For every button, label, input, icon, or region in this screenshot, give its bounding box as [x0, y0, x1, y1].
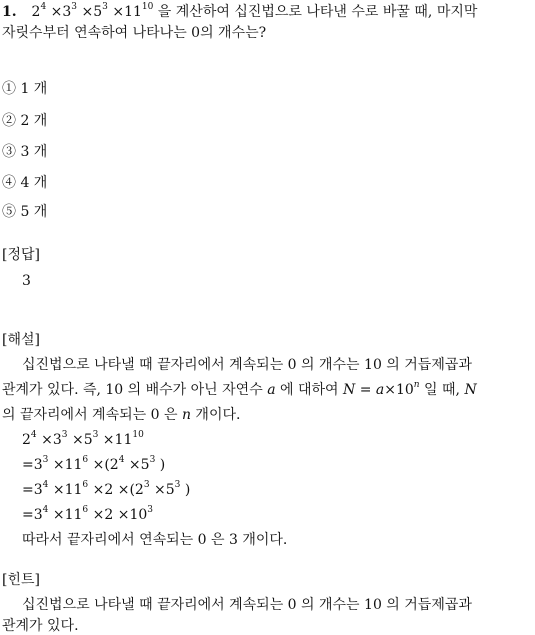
choice-2[interactable]: ② 2 개: [2, 113, 48, 129]
question-text-1: 을 계산하여 십진법으로 나타낸 수로 바꿀 때, 마지막: [157, 4, 478, 20]
explanation-step-1: $2^4 \times 3^3 \times 5^3 \times 11^{10}$: [22, 430, 144, 448]
choice-3[interactable]: ③ 3 개: [2, 144, 48, 160]
explanation-para-1: 십진법으로 나타낼 때 끝자리에서 계속되는 0 의 개수는 10 의 거듭제곱과: [22, 357, 472, 373]
hint-para-1: 십진법으로 나타낼 때 끝자리에서 계속되는 0 의 개수는 10 의 거듭제곱과: [22, 597, 472, 613]
explanation-step-4: $=3^4 \times 11^6 \times 2 \times 10^3$: [22, 505, 153, 523]
question-line-1: [2, 3, 477, 21]
question-expression: $2^4 \times 3^3 \times 5^3 \times 11^{10}$: [31, 2, 154, 20]
explanation-step-2: $=3^3 \times 11^6 \times(2^4 \times 5^3$ ): [22, 455, 166, 473]
explanation-para-2: 관계가 있다. 즉, 10 의 배수가 아닌 자연수 a 에 대하여 $N = a\times 10^n$ 일 때, N: [2, 380, 477, 398]
answer-header: [정답]: [2, 247, 40, 263]
explanation-conclusion: 따라서 끝자리에서 연속되는 0 은 3 개이다.: [22, 532, 288, 548]
hint-para-2: 관계가 있다.: [2, 618, 79, 634]
choice-4[interactable]: ④ 4 개: [2, 175, 48, 191]
question-line-2: 자릿수부터 연속하여 나타나는 0의 개수는?: [2, 25, 267, 41]
question-number: 1.: [2, 4, 17, 20]
choice-1[interactable]: ① 1 개: [2, 81, 48, 97]
explanation-step-3: $=3^4 \times 11^6 \times 2 \times(2^3 \times 5^3$ ): [22, 480, 191, 498]
answer-value: 3: [22, 273, 31, 289]
explanation-header: [해설]: [2, 332, 40, 348]
hint-header: [힌트]: [2, 572, 40, 588]
explanation-para-3: 의 끝자리에서 계속되는 0 은 n 개이다.: [2, 407, 241, 423]
choice-5[interactable]: ⑤ 5 개: [2, 204, 48, 220]
